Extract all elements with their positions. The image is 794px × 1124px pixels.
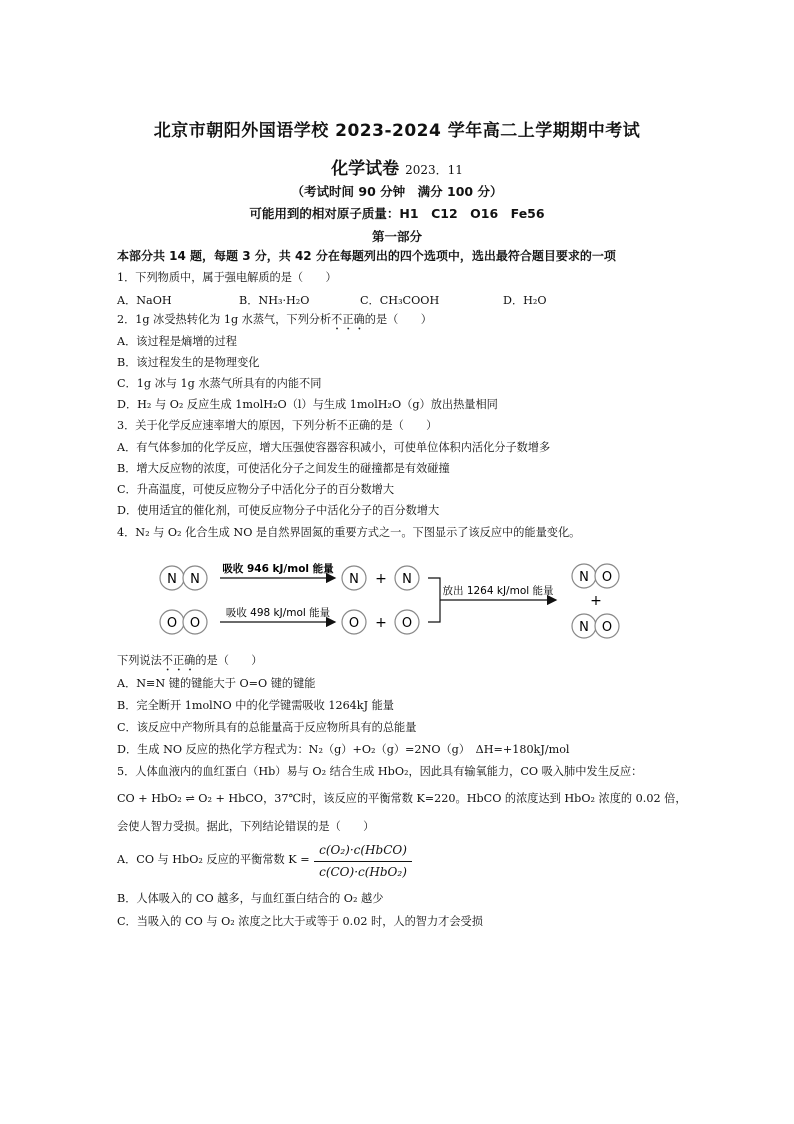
q2-stem [117, 312, 432, 333]
part-heading: 第一部分 [371, 229, 422, 244]
plus-sign: + [375, 571, 387, 587]
plus-sign: + [375, 615, 387, 631]
q4-sub-emphasis: 不正确 [161, 654, 196, 667]
q4-sub-a: 下列说法 [117, 654, 162, 667]
q3-option-c: C．升高温度，可使反应物分子中活化分子的百分数增大 [117, 483, 395, 496]
q3-option-b: B．增大反应物的浓度，可使活化分子之间发生的碰撞都是有效碰撞 [117, 462, 450, 475]
fraction-numerator: c(O₂)·c(HbCO) [319, 843, 407, 857]
o-atom-label: O [601, 620, 613, 635]
o-atom-label: O [601, 570, 613, 585]
q2-stem-emphasis: 不正确 [331, 313, 365, 326]
n-atom-label: N [349, 572, 359, 587]
q1-option-d: D．H₂O [503, 294, 547, 307]
n-atom-label: N [190, 572, 200, 587]
o-atom-label: O [166, 616, 178, 631]
n-atom-label: N [402, 572, 412, 587]
q2-option-d: D．H₂ 与 O₂ 反应生成 1molH₂O（l）与生成 1molH₂O（g）放出热量相同 [117, 398, 498, 411]
release-label: 放出 1264 kJ/mol 能量 [442, 585, 554, 597]
q1-stem: 1．下列物质中，属于强电解质的是（ ） [117, 271, 337, 284]
o-atom-label: O [348, 616, 360, 631]
n-atom-label: N [167, 572, 177, 587]
q4-option-d: D．生成 NO 反应的热化学方程式为：N₂（g）+O₂（g）=2NO（g） ΔH=+180kJ/mol [117, 743, 570, 756]
exam-info: （考试时间 90 分钟 满分 100 分） [291, 184, 503, 199]
q3-option-a: A．有气体参加的化学反应，增大压强使容器容积减小，可使单位体积内活化分子数增多 [117, 441, 551, 454]
q4-option-a: A．N≡N 键的键能大于 O=O 键的键能 [117, 677, 316, 690]
fraction-bar [314, 861, 412, 862]
section-instructions: 本部分共 14 题，每题 3 分，共 42 分在每题列出的四个选项中，选出最符合题目要求的一项 [117, 249, 616, 263]
q2-stem-a: 2．1g 冰受热转化为 1g 水蒸气，下列分析 [117, 313, 332, 326]
n-atom-label: N [579, 620, 589, 635]
o-atom-label: O [401, 616, 413, 631]
q5-equation: CO + HbO₂ ⇌ O₂ + HbCO，37℃时，该反应的平衡常数 K=220。HbCO 的浓度达到 HbO₂ 浓度的 0.02 倍， [117, 792, 687, 805]
q3-option-d: D．使用适宜的催化剂，可使反应物分子中活化分子的百分数增大 [117, 504, 440, 517]
exam-title: 北京市朝阳外国语学校 2023-2024 学年高二上学期期中考试 [153, 121, 641, 141]
q1-option-c: C．CH₃COOH [360, 294, 440, 307]
plus-sign: + [590, 593, 602, 609]
q1-option-a: A．NaOH [117, 294, 172, 307]
fraction-denominator: c(CO)·c(HbO₂) [319, 865, 407, 879]
absorb-n2-label: 吸收 946 kJ/mol 能量 [222, 563, 334, 575]
exam-subtitle [0, 154, 794, 179]
q4-stem: 4．N₂ 与 O₂ 化合生成 NO 是自然界固氮的重要方式之一。下图显示了该反应中的能量变化。 [117, 526, 581, 539]
q2-option-b: B．该过程发生的是物理变化 [117, 356, 260, 369]
q2-stem-b: 的是（ ） [364, 313, 432, 326]
bracket [428, 578, 440, 622]
q5-option-a: A．CO 与 HbO₂ 反应的平衡常数 K = [117, 853, 310, 866]
n-atom-label: N [579, 570, 589, 585]
q5-stem: 5．人体血液内的血红蛋白（Hb）易与 O₂ 结合生成 HbO₂，因此具有输氧能力，CO 吸入肺中发生反应： [117, 765, 643, 778]
q2-option-a: A．该过程是熵增的过程 [117, 335, 237, 348]
q5-option-c: C．当吸入的 CO 与 O₂ 浓度之比大于或等于 0.02 时，人的智力才会受损 [117, 915, 483, 928]
q4-sub-stem [117, 653, 262, 674]
exam-date: 2023．11 [405, 163, 463, 177]
subject-title: 化学试卷 [331, 159, 400, 179]
o-atom-label: O [189, 616, 201, 631]
q4-sub-b: 的是（ ） [195, 654, 263, 667]
q2-option-c: C．1g 冰与 1g 水蒸气所具有的内能不同 [117, 377, 322, 390]
atomic-masses: 可能用到的相对原子质量：H1 C12 O16 Fe56 [249, 206, 545, 221]
q1-option-b: B．NH₃·H₂O [239, 294, 310, 307]
q3-stem: 3．关于化学反应速率增大的原因，下列分析不正确的是（ ） [117, 419, 438, 432]
q4-option-b: B．完全断开 1molNO 中的化学键需吸收 1264kJ 能量 [117, 699, 394, 712]
q5-line3: 会使人智力受损。据此，下列结论错误的是（ ） [117, 820, 375, 833]
absorb-o2-label: 吸收 498 kJ/mol 能量 [225, 607, 331, 619]
q4-option-c: C．该反应中产物所具有的总能量高于反应物所具有的总能量 [117, 721, 417, 734]
q5-option-b: B．人体吸入的 CO 越多，与血红蛋白结合的 O₂ 越少 [117, 892, 384, 905]
energy-diagram [150, 556, 640, 646]
